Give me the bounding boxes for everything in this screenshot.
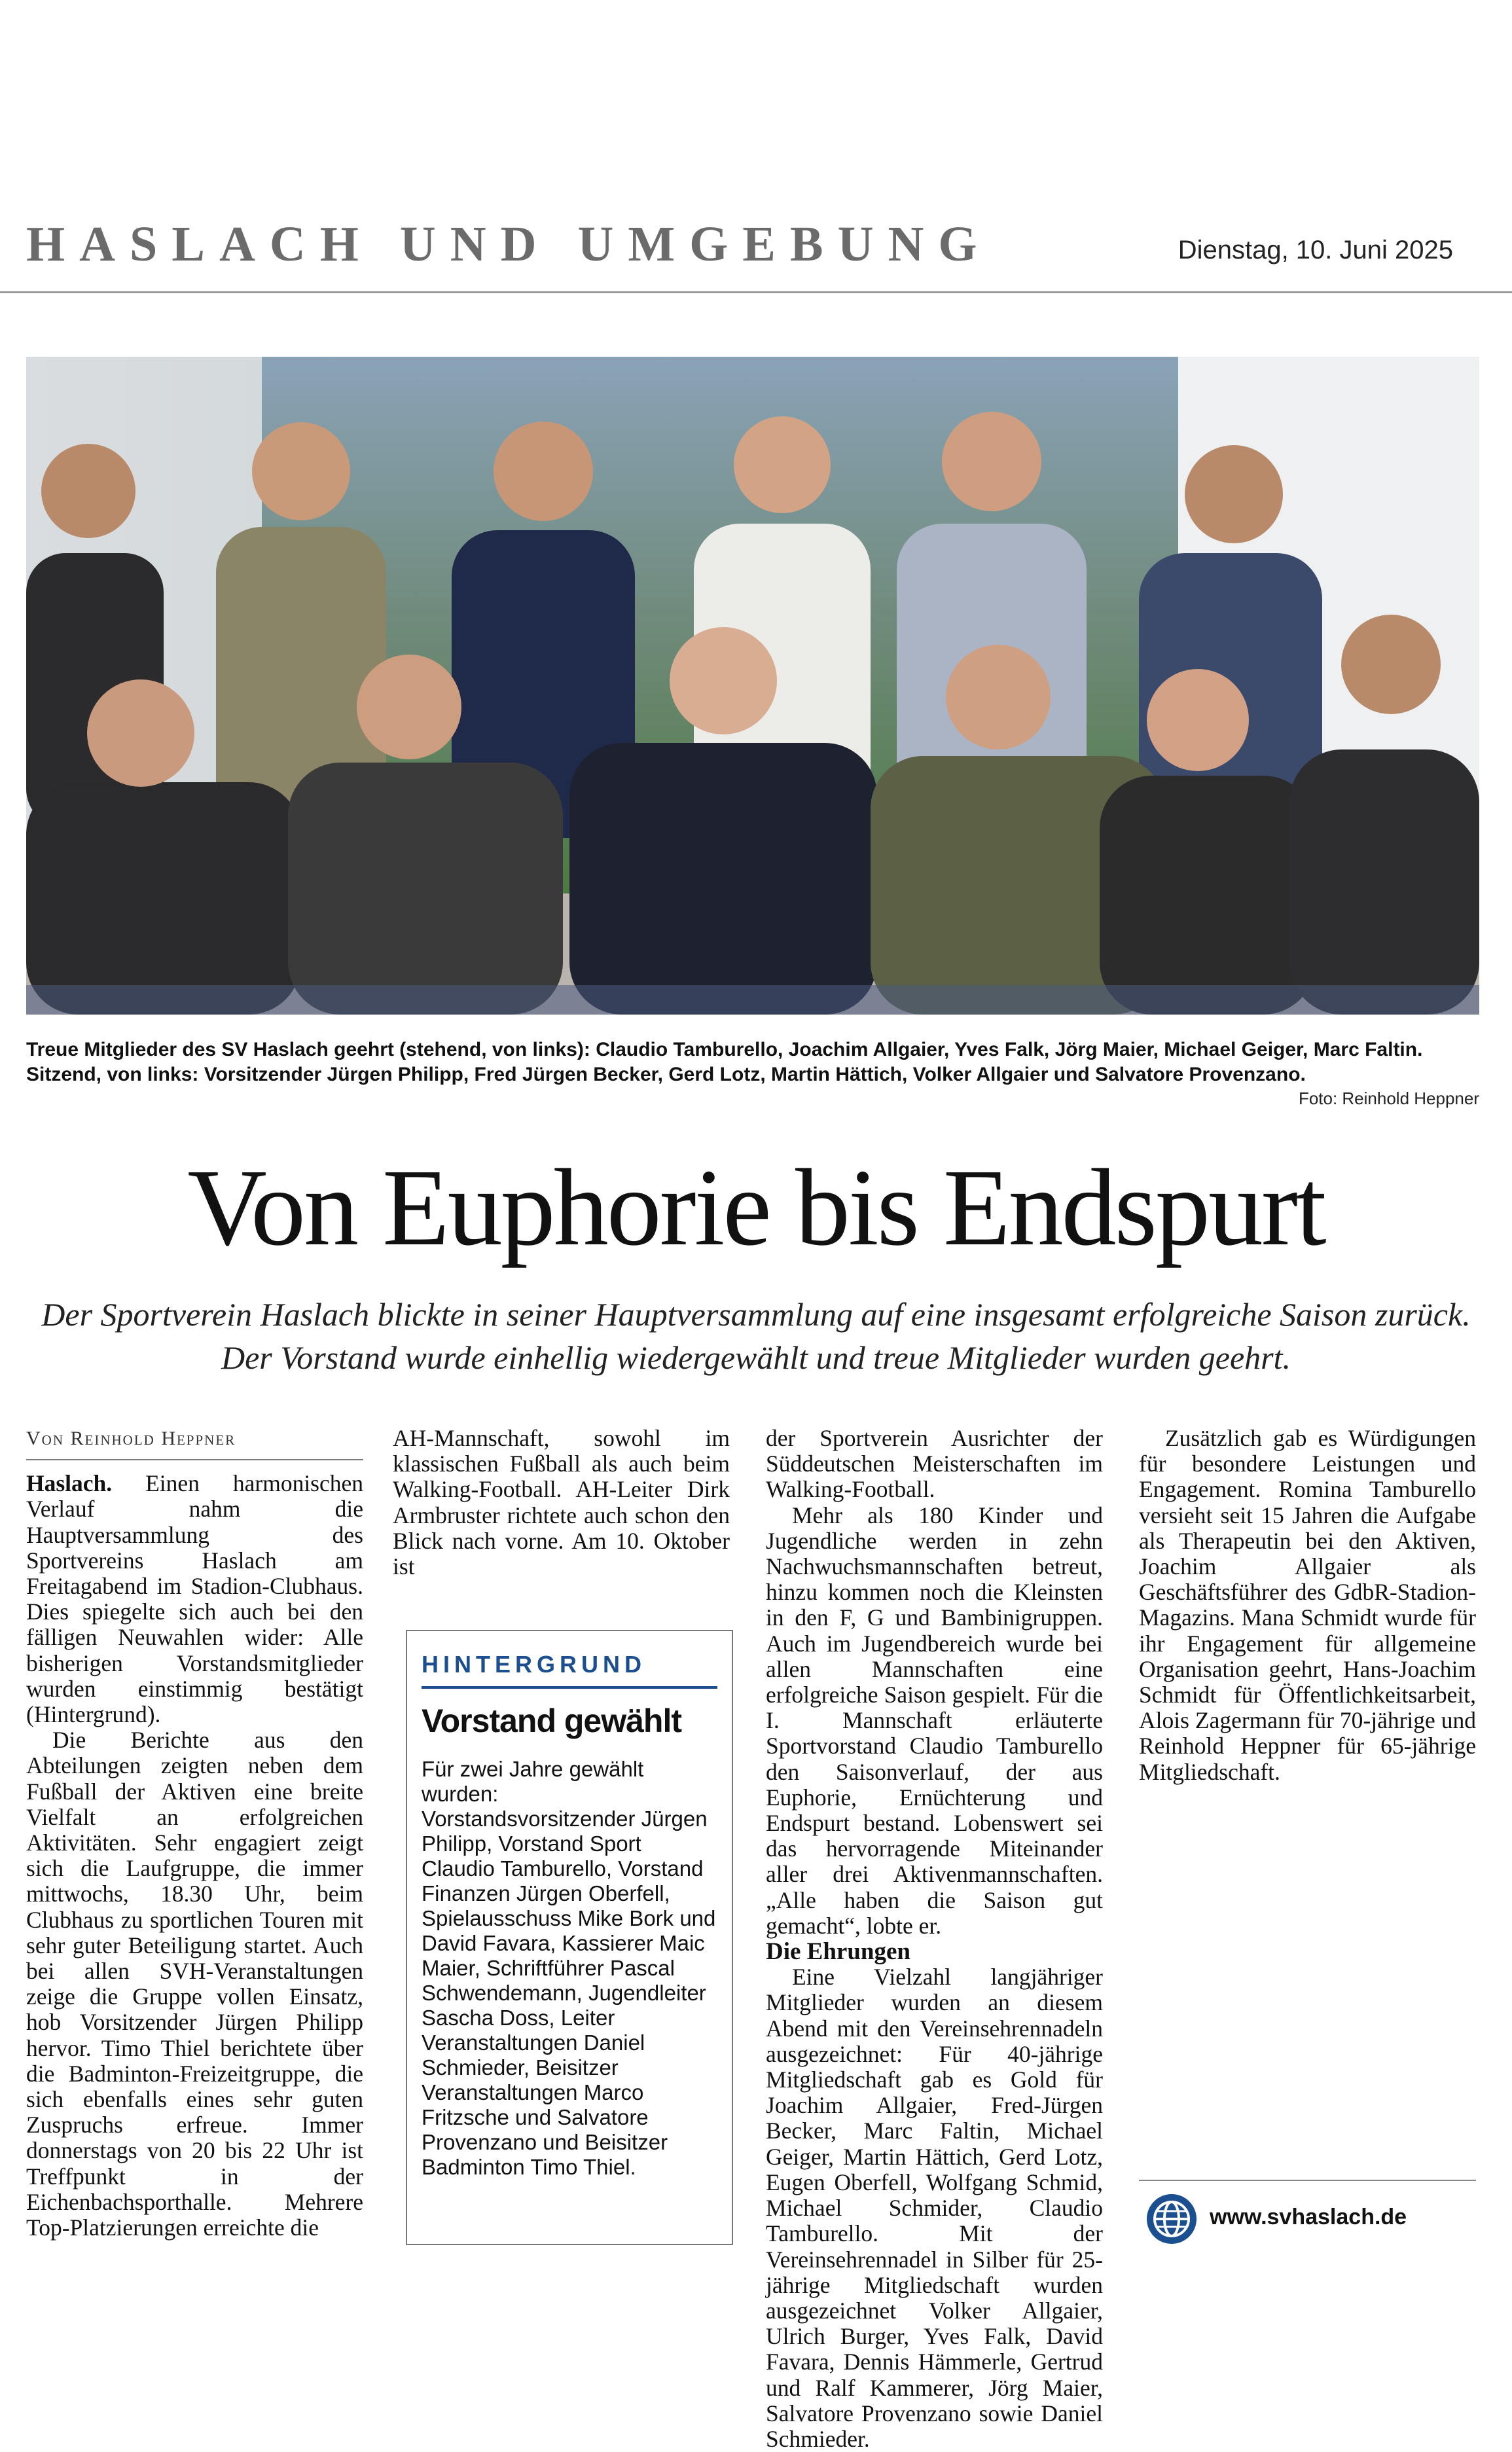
subheading-ehrungen: Die Ehrungen: [766, 1938, 911, 1966]
section-title: HASLACH UND UMGEBUNG: [26, 217, 992, 272]
background-title: Vorstand gewählt: [422, 1703, 682, 1739]
background-box: [406, 1630, 733, 2245]
article-column-1: [26, 1426, 363, 2241]
photo-credit: Foto: Reinhold Heppner: [1298, 1089, 1479, 1108]
paragraph-5: Eine Vielzahl langjähriger Mitglieder wurden an diesem Abend mit den Vereinsehrennadeln ausgezeichnet: Für 40-jährige Mitgliedschaft gab es Gold für Joachim Allgaier, Fred-Jürgen Becker, Marc Faltin, Michael Geiger, Martin Hättich, Gerd Lotz, Eugen Oberfell, Wolfgang Schmid, Michael Schmider, Claudio Tamburello. Mit der Vereinsehrennadel in Silber für 25-jährige Mitgliedschaft wurden ausgezeichnet Volker Allgaier, Ulrich Burger, Yves Falk, David Favara, Dennis Hämmerle, Gertrud und Ralf Kammerer, Jörg Maier, Salvatore Provenzano sowie Daniel Schmieder.: [766, 1964, 1103, 2452]
background-text: Für zwei Jahre gewählt wurden: Vorstandsvorsitzender Jürgen Philipp, Vorstand Sport Claudio Tamburello, Vorstand Finanzen Jürgen Oberfell, Spielausschuss Mike Bork und David Favara, Kassierer Maic Maier, Schriftführer Pascal Schwendemann, Jugendleiter Sascha Doss, Leiter Veranstaltungen Daniel Schmieder, Beisitzer Veranstaltungen Marco Fritzsche und Salvatore Provenzano und Beisitzer Badminton Timo Thiel.: [422, 1757, 716, 2179]
photo-caption: Treue Mitglieder des SV Haslach geehrt (stehend, von links): Claudio Tamburello, Joachim Allgaier, Yves Falk, Jörg Maier, Michael Geiger, Marc Faltin. Sitzend, von links: Vorsitzender Jürgen Philipp, Fred Jürgen Becker, Gerd Lotz, Martin Hättich, Volker Allgaier und Salvatore Provenzano.: [26, 1039, 1423, 1085]
paragraph-4: Mehr als 180 Kinder und Jugendliche werden in zehn Nachwuchsmannschaften betreut, hinzu kommen noch die Kleinsten in den F, G und Bambinigruppen. Auch im Jugendbereich wurde bei allen Mannschaften eine erfolgreiche Saison gespielt. Für die I. Mannschaft erläuterte Sportvorstand Claudio Tamburello den Saisonverlauf, der aus Euphorie, Ernüchterung und Endspurt bestand. Lobenswert sei das hervorragende Miteinander aller drei Aktivenmannschaften. „Alle haben die Saison gut gemacht“, lobte er.: [766, 1502, 1103, 1939]
headline: Von Euphorie bis Endspurt: [187, 1147, 1325, 1269]
article-column-4: [1139, 1426, 1476, 1785]
paragraph-2-continued: AH-Mannschaft, sowohl im klassischen Fußball als auch beim Walking-Football. AH-Leiter Dirk Armbruster richtete auch schon den Blick nach vorne. Am 10. Oktober ist: [393, 1425, 730, 1580]
header-divider: [0, 291, 1512, 293]
paragraph-1: Einen harmonischen Verlauf nahm die Hauptversammlung des Sportvereins Haslach am Freitagabend im Stadion-Clubhaus. Dies spiegelte sich auch bei den fälligen Neuwahlen wider: Alle bisherigen Vorstandsmitglieder wurden einstimmig bestätigt (Hintergrund).: [26, 1470, 364, 1728]
website-reference[interactable]: [1145, 2193, 1473, 2252]
paragraph-6: Zusätzlich gab es Würdigungen für besondere Leistungen und Engagement. Romina Tamburello versieht seit 15 Jahren die Aufgabe als Therapeutin bei den Aktiven, Joachim Allgaier als Geschäftsführer des GdbR-Stadion-Magazins. Mana Schmidt wurde für ihr Engagement für allgemeine Organisation geehrt, Hans-Joachim Schmidt für Öffentlichkeitsarbeit, Alois Zagermann für 70-jährige und Reinhold Heppner für 65-jährige Mitgliedschaft.: [1139, 1425, 1476, 1785]
globe-icon: [1145, 2193, 1198, 2245]
standfirst: Der Sportverein Haslach blickte in seiner Hauptversammlung auf eine insgesamt erfolgreiche Saison zurück. Der Vorstand wurde einhellig wiedergewählt und treue Mitglieder wurden geehrt.: [41, 1296, 1471, 1376]
article-lead-paragraph: [26, 1471, 363, 1727]
dateline-place: Haslach.: [26, 1470, 113, 1497]
article-column-2: [393, 1426, 730, 1579]
issue-date: Dienstag, 10. Juni 2025: [1178, 236, 1453, 264]
group-photo: [26, 357, 1479, 1015]
background-kicker: HINTERGRUND: [422, 1651, 717, 1689]
website-divider: [1139, 2180, 1476, 2181]
paragraph-3: der Sportverein Ausrichter der Süddeutschen Meisterschaften im Walking-Football.: [766, 1425, 1103, 1503]
byline: Von Reinhold Heppner: [26, 1426, 363, 1460]
website-url[interactable]: www.svhaslach.de: [1210, 2205, 1407, 2229]
paragraph-2: Die Berichte aus den Abteilungen zeigten neben dem Fußball der Aktiven eine breite Vielfalt an erfolgreichen Aktivitäten. Sehr engagiert zeigt sich die Laufgruppe, die immer mittwochs, 18.30 Uhr, beim Clubhaus zu sportlichen Touren mit sehr guter Beteiligung startet. Auch bei allen SVH-Veranstaltungen zeige die Gruppe vollen Einsatz, hob Vorsitzender Jürgen Philipp hervor. Timo Thiel berichtete über die Badminton-Freizeitgruppe, die sich ebenfalls eines sehr guten Zuspruchs erfreue. Immer donnerstags von 20 bis 22 Uhr ist Treffpunkt in der Eichenbachsporthalle. Mehrere Top-Platzierungen erreichte die: [26, 1727, 363, 2241]
article-column-3: [766, 1426, 1103, 2452]
